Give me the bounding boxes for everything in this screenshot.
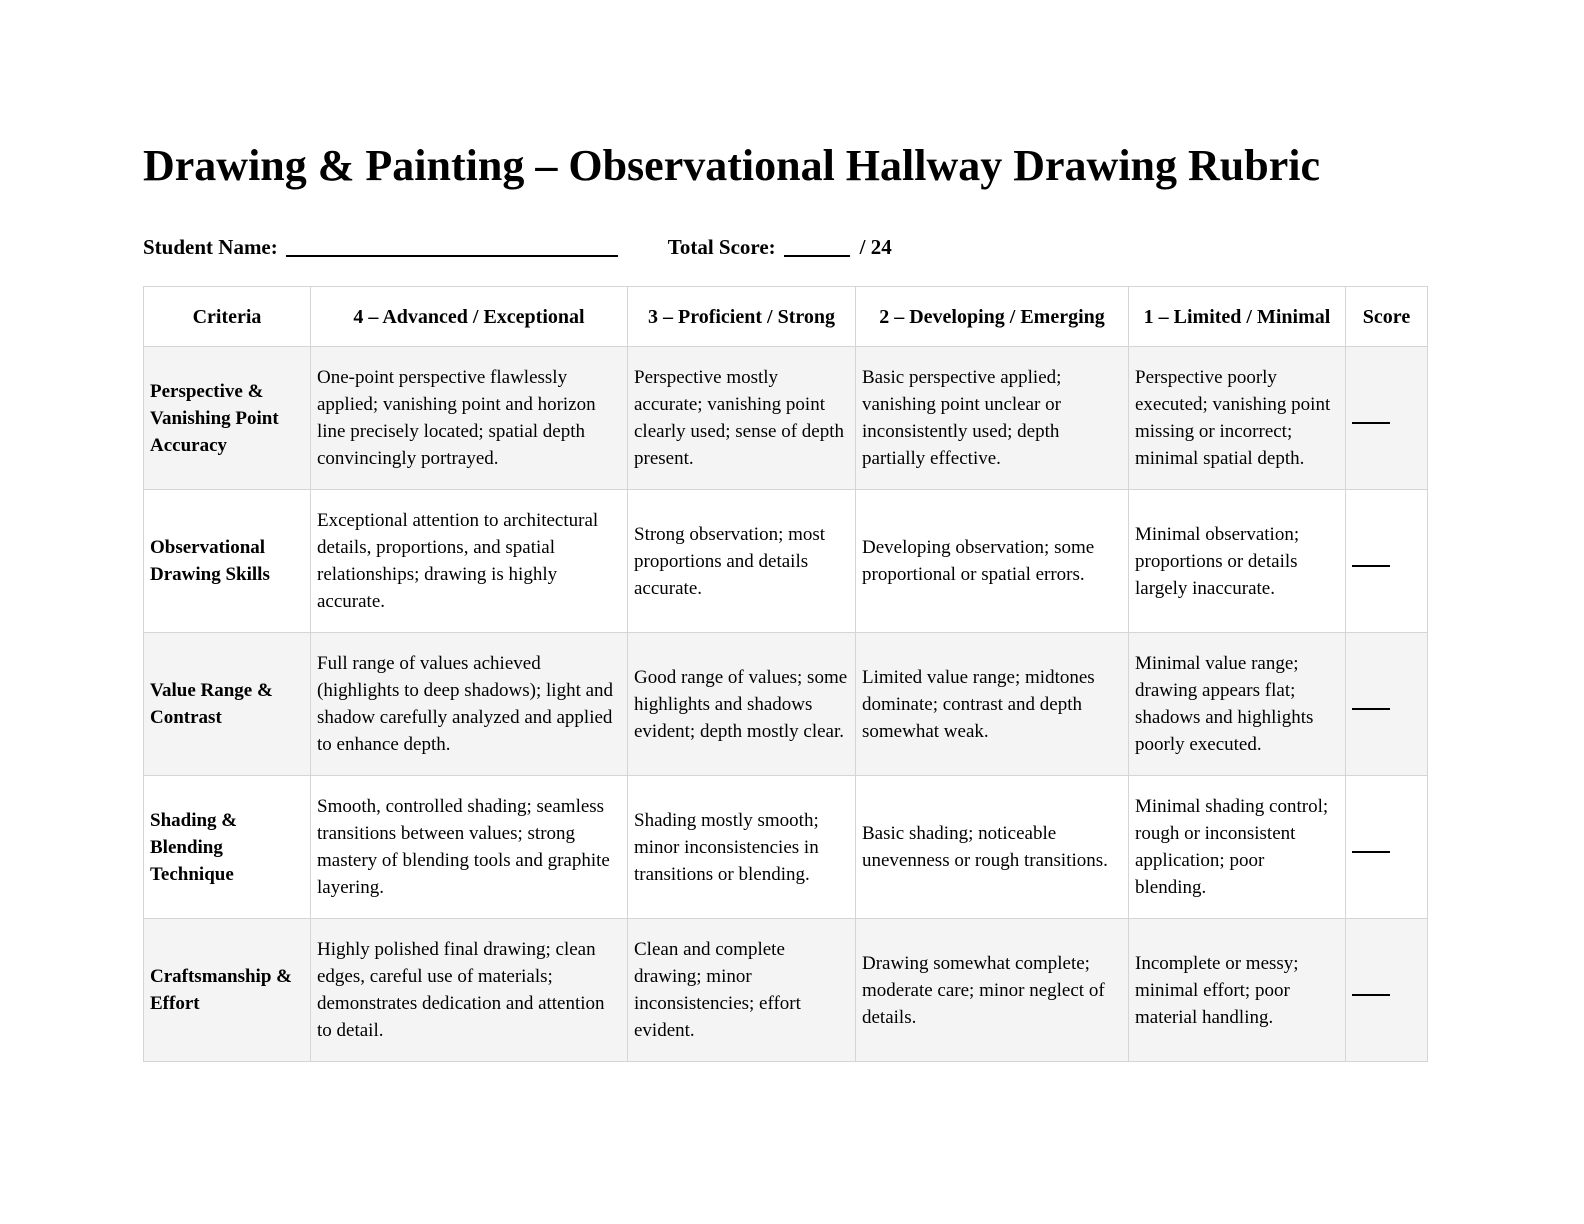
score-blank <box>1352 994 1390 996</box>
score-cell <box>1346 776 1428 919</box>
level-4-cell: Smooth, controlled shading; seamless transitions between values; strong mastery of blending tools and graphite layering. <box>311 776 628 919</box>
header-score: Score <box>1346 287 1428 347</box>
header-level-3: 3 – Proficient / Strong <box>628 287 856 347</box>
score-blank <box>1352 851 1390 853</box>
criteria-cell: Shading & Blending Technique <box>144 776 311 919</box>
table-row <box>144 490 1428 633</box>
rubric-table <box>143 286 1428 1062</box>
level-2-cell: Basic shading; noticeable unevenness or rough transitions. <box>856 776 1129 919</box>
criteria-cell: Value Range & Contrast <box>144 633 311 776</box>
level-3-cell: Perspective mostly accurate; vanishing point clearly used; sense of depth present. <box>628 347 856 490</box>
level-4-cell: Full range of values achieved (highlights to deep shadows); light and shadow carefully analyzed and applied to enhance depth. <box>311 633 628 776</box>
level-3-cell: Good range of values; some highlights and shadows evident; depth mostly clear. <box>628 633 856 776</box>
header-row <box>144 287 1428 347</box>
criteria-cell: Observational Drawing Skills <box>144 490 311 633</box>
level-2-cell: Limited value range; midtones dominate; contrast and depth somewhat weak. <box>856 633 1129 776</box>
total-score-blank <box>784 255 850 257</box>
student-name-blank <box>286 255 618 257</box>
score-blank <box>1352 422 1390 424</box>
score-cell <box>1346 347 1428 490</box>
level-1-cell: Minimal value range; drawing appears flat; shadows and highlights poorly executed. <box>1129 633 1346 776</box>
level-4-cell: One-point perspective flawlessly applied; vanishing point and horizon line precisely located; spatial depth convincingly portrayed. <box>311 347 628 490</box>
level-4-cell: Highly polished final drawing; clean edges, careful use of materials; demonstrates dedication and attention to detail. <box>311 919 628 1062</box>
student-name-label: Student Name: <box>143 235 278 260</box>
total-score-denominator: / 24 <box>859 235 892 260</box>
score-blank <box>1352 708 1390 710</box>
level-4-cell: Exceptional attention to architectural details, proportions, and spatial relationships; drawing is highly accurate. <box>311 490 628 633</box>
score-cell <box>1346 919 1428 1062</box>
criteria-cell: Perspective & Vanishing Point Accuracy <box>144 347 311 490</box>
level-3-cell: Strong observation; most proportions and details accurate. <box>628 490 856 633</box>
score-cell <box>1346 490 1428 633</box>
level-1-cell: Perspective poorly executed; vanishing point missing or incorrect; minimal spatial depth. <box>1129 347 1346 490</box>
header-level-1: 1 – Limited / Minimal <box>1129 287 1346 347</box>
page-title: Drawing & Painting – Observational Hallway Drawing Rubric <box>143 141 1321 190</box>
level-1-cell: Minimal shading control; rough or inconsistent application; poor blending. <box>1129 776 1346 919</box>
header-level-4: 4 – Advanced / Exceptional <box>311 287 628 347</box>
level-1-cell: Incomplete or messy; minimal effort; poor material handling. <box>1129 919 1346 1062</box>
header-level-2: 2 – Developing / Emerging <box>856 287 1129 347</box>
score-cell <box>1346 633 1428 776</box>
table-row <box>144 633 1428 776</box>
total-score-label: Total Score: <box>667 235 776 260</box>
header-criteria: Criteria <box>144 287 311 347</box>
table-row <box>144 776 1428 919</box>
level-2-cell: Drawing somewhat complete; moderate care; minor neglect of details. <box>856 919 1129 1062</box>
level-2-cell: Basic perspective applied; vanishing point unclear or inconsistently used; depth partially effective. <box>856 347 1129 490</box>
criteria-cell: Craftsmanship & Effort <box>144 919 311 1062</box>
table-row <box>144 347 1428 490</box>
name-score-row <box>143 232 1584 260</box>
level-3-cell: Shading mostly smooth; minor inconsistencies in transitions or blending. <box>628 776 856 919</box>
table-row <box>144 919 1428 1062</box>
score-blank <box>1352 565 1390 567</box>
level-1-cell: Minimal observation; proportions or details largely inaccurate. <box>1129 490 1346 633</box>
level-2-cell: Developing observation; some proportional or spatial errors. <box>856 490 1129 633</box>
level-3-cell: Clean and complete drawing; minor inconsistencies; effort evident. <box>628 919 856 1062</box>
